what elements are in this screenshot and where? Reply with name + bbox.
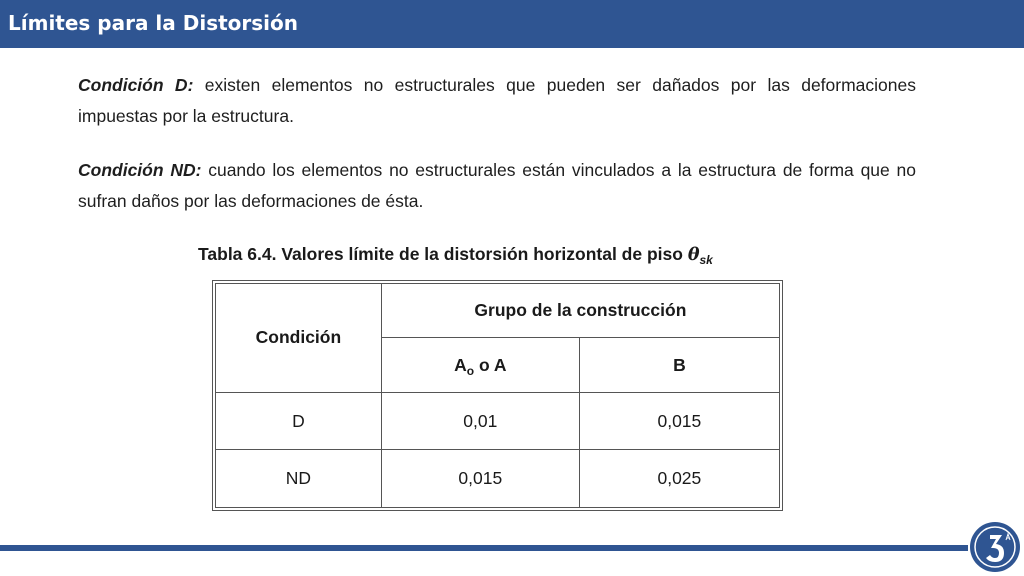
limits-table-frame [212, 280, 783, 511]
brand-logo-icon [968, 520, 1022, 574]
header-group: Grupo de la construcción [381, 284, 779, 338]
caption-text: Tabla 6.4. Valores límite de la distorsión horizontal de piso [198, 244, 683, 264]
table-row [216, 450, 780, 508]
paragraph-lead: Condición ND: [78, 160, 202, 180]
table-caption [198, 240, 713, 270]
cell-group-b: 0,025 [579, 450, 779, 508]
paragraph-condition-nd [78, 155, 916, 217]
footer-rule [0, 545, 968, 551]
cell-group-b: 0,015 [579, 392, 779, 450]
page-title: Límites para la Distorsión [8, 11, 298, 35]
header-col-b: B [579, 338, 779, 392]
header-condition: Condición [216, 284, 382, 393]
col-a-rest: o A [474, 354, 507, 375]
theta-subscript: sk [699, 253, 713, 267]
paragraph-lead: Condición D: [78, 75, 194, 95]
cell-group-a: 0,01 [381, 392, 579, 450]
limits-table [215, 283, 780, 508]
title-bar [0, 0, 1024, 48]
paragraph-text: cuando los elementos no estructurales están vinculados a la estructura de forma que no sufran daños por las deformaciones de ésta. [78, 160, 917, 211]
col-a-subscript: o [466, 363, 475, 378]
header-col-a [381, 338, 579, 392]
table-row [216, 392, 780, 450]
cell-group-a: 0,015 [381, 450, 579, 508]
cell-condition: D [216, 392, 382, 450]
paragraph-text: existen elementos no estructurales que pueden ser dañados por las deformaciones impuestas por la estructura. [78, 75, 916, 126]
paragraph-condition-d [78, 70, 916, 132]
col-a-main: A [454, 354, 467, 375]
cell-condition: ND [216, 450, 382, 508]
theta-symbol: θ [687, 245, 700, 265]
